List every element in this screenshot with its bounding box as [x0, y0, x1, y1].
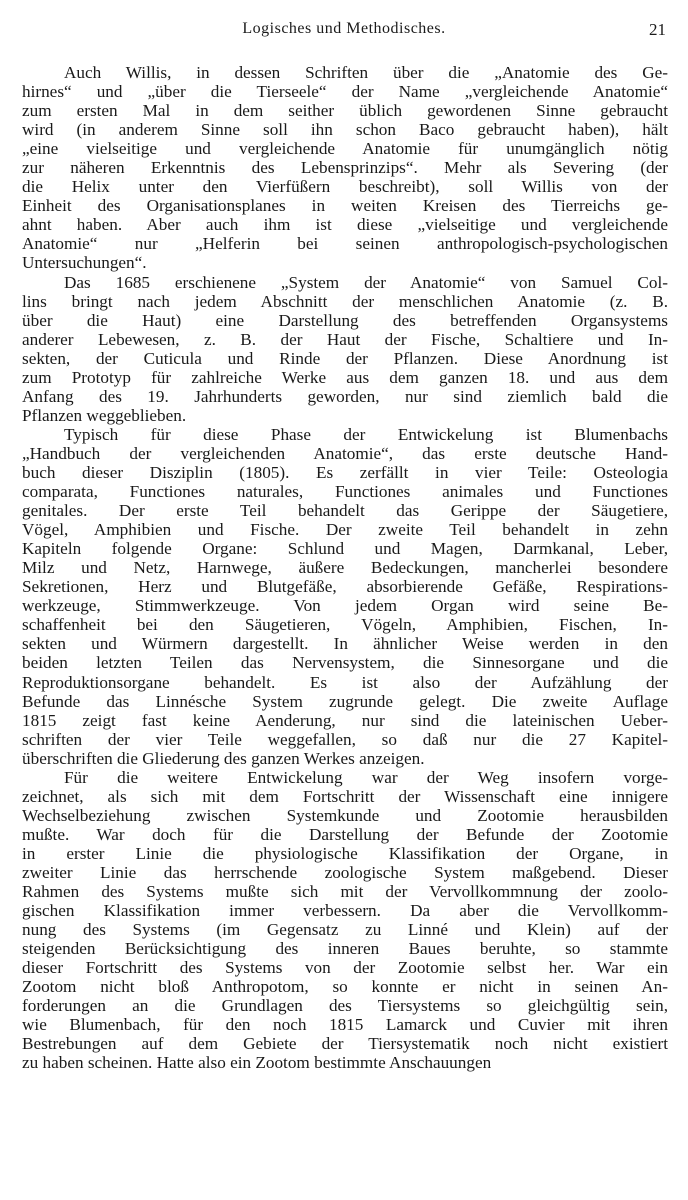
- page-number: 21: [649, 20, 666, 39]
- text-line: zu haben scheinen. Hatte also ein Zootom bestimmte Anschauungen: [22, 1053, 492, 1073]
- text-line: werkzeuge, Stimmwerkzeuge. Von jedem Organ wird seine Be-: [22, 596, 668, 616]
- running-header-title: Logisches und Methodisches.: [242, 20, 446, 37]
- text-line: schaffenheit bei den Säugetieren, Vögeln, Amphibien, Fischen, In-: [22, 615, 668, 635]
- text-line: wird (in anderem Sinne soll ihn schon Baco gebraucht haben), hält: [22, 120, 668, 140]
- text-line: lins bringt nach jedem Abschnitt der menschlichen Anatomie (z. B.: [22, 291, 668, 311]
- text-line: nung des Systems (im Gegensatz zu Linné und Klein) auf der: [22, 920, 668, 940]
- running-header: [20, 20, 668, 40]
- text-line: Bestrebungen auf dem Gebiete der Tiersystematik noch nicht existiert: [22, 1034, 668, 1054]
- text-line: mußte. War doch für die Darstellung der Befunde der Zootomie: [22, 824, 668, 844]
- text-line: zum ersten Mal in dem seither üblich gewordenen Sinne gebraucht: [22, 101, 668, 121]
- text-line: beiden letzten Teilen das Nervensystem, die Sinnesorgane und die: [22, 653, 668, 673]
- text-line: zum Prototyp für zahlreiche Werke aus dem ganzen 18. und aus dem: [22, 367, 668, 387]
- text-line: hirnes“ und „über die Tierseele“ der Name „vergleichende Anatomie“: [22, 82, 668, 102]
- text-line: genitales. Der erste Teil behandelt das Gerippe der Säugetiere,: [22, 501, 668, 521]
- text-line: „eine vielseitige und vergleichende Anatomie für unumgänglich nötig: [22, 139, 668, 159]
- text-line: „Handbuch der vergleichenden Anatomie“, das erste deutsche Hand-: [22, 443, 668, 463]
- text-line: Untersuchungen“.: [22, 253, 147, 273]
- paragraph: [22, 425, 668, 768]
- text-line: Vögel, Amphibien und Fische. Der zweite Teil behandelt in zehn: [22, 520, 668, 540]
- text-line: Rahmen des Systems mußte sich mit der Vervollkommnung der zoolo-: [22, 882, 668, 902]
- text-line: wie Blumenbach, für den noch 1815 Lamarck und Cuvier mit ihren: [22, 1015, 668, 1035]
- body-text: [22, 63, 668, 1072]
- text-line: Anfang des 19. Jahrhunderts geworden, nur sind ziemlich bald die: [22, 386, 668, 406]
- text-line: Pflanzen weggeblieben.: [22, 405, 187, 425]
- text-line: 1815 zeigt fast keine Aenderung, nur sind die lateinischen Ueber-: [22, 710, 668, 730]
- text-line: comparata, Functiones naturales, Functiones animales und Functiones: [22, 482, 668, 502]
- text-line: sekten und Würmern dargestellt. In ähnlicher Weise werden in den: [22, 634, 668, 654]
- text-line: über die Haut) eine Darstellung des betreffenden Organsystems: [22, 310, 668, 330]
- text-line: Reproduktionsorgane behandelt. Es ist also der Aufzählung der: [22, 672, 668, 692]
- text-line: Befunde das Linnésche System zugrunde gelegt. Die zweite Auflage: [22, 691, 668, 711]
- paragraph: [22, 273, 668, 425]
- text-line: Zootom nicht bloß Anthropotom, so konnte er nicht in seinen An-: [22, 977, 668, 997]
- text-line: zeichnet, als sich mit dem Fortschritt der Wissenschaft eine innigere: [22, 786, 668, 806]
- text-line: Milz und Netz, Harnwege, äußere Bedeckungen, mancherlei besondere: [22, 558, 668, 578]
- text-line: gischen Klassifikation immer verbessern. Da aber die Vervollkomm-: [22, 901, 668, 921]
- text-line: Wechselbeziehung zwischen Systemkunde und Zootomie herausbilden: [22, 805, 668, 825]
- text-line: forderungen an die Grundlagen des Tiersystems so gleichgültig sein,: [22, 996, 668, 1016]
- text-line: buch dieser Disziplin (1805). Es zerfällt in vier Teile: Osteologia: [22, 462, 668, 482]
- text-line: die Helix unter den Vierfüßern beschreibt), soll Willis von der: [22, 177, 668, 197]
- text-line: Auch Willis, in dessen Schriften über die „Anatomie des Ge-: [64, 63, 668, 82]
- text-line: Das 1685 erschienene „System der Anatomie“ von Samuel Col-: [64, 272, 668, 292]
- paragraph: [22, 63, 668, 273]
- text-line: Typisch für diese Phase der Entwickelung ist Blumenbachs: [64, 424, 668, 444]
- text-line: in erster Linie die physiologische Klassifikation der Organe, in: [22, 843, 668, 863]
- text-line: dieser Fortschritt des Systems von der Zootomie selbst her. War ein: [22, 958, 668, 978]
- text-line: zweiter Linie das herrschende zoologische System maßgebend. Dieser: [22, 862, 668, 882]
- text-line: anderer Lebewesen, z. B. der Haut der Fische, Schaltiere und In-: [22, 329, 668, 349]
- text-line: Anatomie“ nur „Helferin bei seinen anthropologisch-psychologischen: [22, 234, 668, 254]
- text-line: Sekretionen, Herz und Blutgefäße, absorbierende Gefäße, Respirations-: [22, 577, 668, 597]
- paragraph: [22, 768, 668, 1073]
- text-line: überschriften die Gliederung des ganzen Werkes anzeigen.: [22, 748, 425, 768]
- text-line: Kapiteln folgende Organe: Schlund und Magen, Darmkanal, Leber,: [22, 539, 668, 559]
- text-line: zur näheren Erkenntnis des Lebensprinzips“. Mehr als Severing (der: [22, 158, 668, 178]
- text-line: Einheit des Organisationsplanes in weiten Kreisen des Tierreichs ge-: [22, 196, 668, 216]
- text-line: Für die weitere Entwickelung war der Weg insofern vorge-: [64, 767, 668, 787]
- text-line: schriften der vier Teile weggefallen, so daß nur die 27 Kapitel-: [22, 729, 668, 749]
- text-line: sekten, der Cuticula und Rinde der Pflanzen. Diese Anordnung ist: [22, 348, 668, 368]
- text-line: steigenden Berücksichtigung des inneren Baues beruhte, so stammte: [22, 939, 668, 959]
- text-line: ahnt haben. Aber auch ihm ist diese „vielseitige und vergleichende: [22, 215, 668, 235]
